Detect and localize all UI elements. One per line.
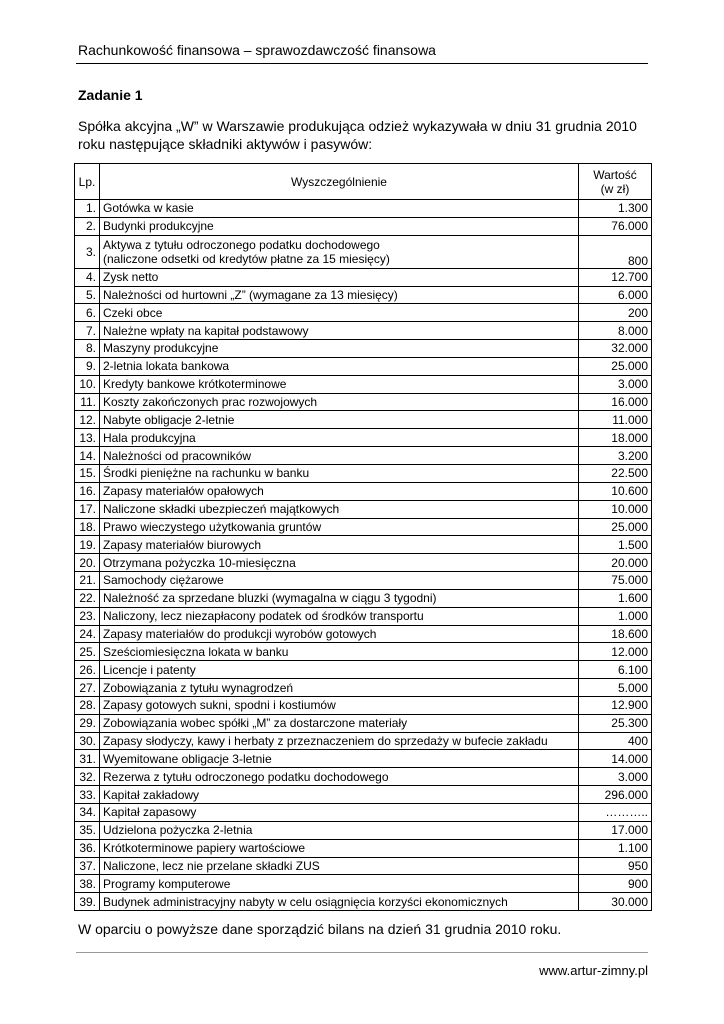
row-lp: 35. bbox=[75, 821, 100, 839]
task-title: Zadanie 1 bbox=[78, 87, 143, 103]
row-description: Sześciomiesięczna lokata w banku bbox=[100, 643, 579, 661]
row-lp: 9. bbox=[75, 357, 100, 375]
row-description: Zapasy materiałów biurowych bbox=[100, 536, 579, 554]
row-value: 1.600 bbox=[579, 589, 652, 607]
row-value: 3.000 bbox=[579, 375, 652, 393]
row-description bbox=[100, 235, 579, 268]
row-description: Należność za sprzedane bluzki (wymagalna w ciągu 3 tygodni) bbox=[100, 589, 579, 607]
row-lp: 11. bbox=[75, 393, 100, 411]
row-lp: 8. bbox=[75, 340, 100, 358]
row-description: Kapitał zapasowy bbox=[100, 804, 579, 822]
row-description: 2-letnia lokata bankowa bbox=[100, 357, 579, 375]
row-value: 12.700 bbox=[579, 268, 652, 286]
row-value: 12.000 bbox=[579, 643, 652, 661]
table-row bbox=[75, 839, 652, 857]
footer-divider bbox=[76, 952, 648, 953]
row-value: 25.000 bbox=[579, 518, 652, 536]
task-instruction: W oparciu o powyższe dane sporządzić bilans na dzień 31 grudnia 2010 roku. bbox=[78, 921, 562, 937]
table-row bbox=[75, 304, 652, 322]
table-row bbox=[75, 429, 652, 447]
table-row bbox=[75, 482, 652, 500]
row-value: 1.500 bbox=[579, 536, 652, 554]
table-row bbox=[75, 714, 652, 732]
row-lp: 4. bbox=[75, 268, 100, 286]
header-lp: Lp. bbox=[75, 164, 100, 200]
row-value: 400 bbox=[579, 732, 652, 750]
table-row bbox=[75, 696, 652, 714]
footer-url: www.artur-zimny.pl bbox=[539, 963, 648, 978]
table-row bbox=[75, 750, 652, 768]
table-row bbox=[75, 286, 652, 304]
table-row bbox=[75, 572, 652, 590]
table-row bbox=[75, 268, 652, 286]
row-value: 6.100 bbox=[579, 661, 652, 679]
row-lp: 32. bbox=[75, 768, 100, 786]
row-value: 14.000 bbox=[579, 750, 652, 768]
row-description: Koszty zakończonych prac rozwojowych bbox=[100, 393, 579, 411]
table-row bbox=[75, 875, 652, 893]
row-lp: 18. bbox=[75, 518, 100, 536]
row-lp: 30. bbox=[75, 732, 100, 750]
row-description: Zapasy materiałów opałowych bbox=[100, 482, 579, 500]
row-description: Budynek administracyjny nabyty w celu osiągnięcia korzyści ekonomicznych bbox=[100, 893, 579, 911]
table-row bbox=[75, 235, 652, 268]
row-description: Programy komputerowe bbox=[100, 875, 579, 893]
table-row bbox=[75, 679, 652, 697]
items-table bbox=[74, 163, 652, 911]
page-header: Rachunkowość finansowa – sprawozdawczość finansowa bbox=[78, 42, 436, 58]
table-row bbox=[75, 464, 652, 482]
row-description: Czeki obce bbox=[100, 304, 579, 322]
row-lp: 38. bbox=[75, 875, 100, 893]
row-description-line2: (naliczone odsetki od kredytów płatne za 15 miesięcy) bbox=[103, 251, 390, 266]
row-value: 11.000 bbox=[579, 411, 652, 429]
row-lp: 17. bbox=[75, 500, 100, 518]
row-lp: 27. bbox=[75, 679, 100, 697]
row-value: 76.000 bbox=[579, 217, 652, 235]
table-row bbox=[75, 217, 652, 235]
row-description: Należne wpłaty na kapitał podstawowy bbox=[100, 322, 579, 340]
row-lp: 1. bbox=[75, 200, 100, 218]
table-row bbox=[75, 357, 652, 375]
table-row bbox=[75, 375, 652, 393]
table-row bbox=[75, 554, 652, 572]
row-lp: 29. bbox=[75, 714, 100, 732]
row-lp: 31. bbox=[75, 750, 100, 768]
row-lp: 24. bbox=[75, 625, 100, 643]
header-value bbox=[579, 164, 652, 200]
row-value: 18.600 bbox=[579, 625, 652, 643]
row-description: Hala produkcyjna bbox=[100, 429, 579, 447]
row-description: Krótkoterminowe papiery wartościowe bbox=[100, 839, 579, 857]
header-value-line2: (w zł) bbox=[600, 181, 630, 196]
row-lp: 7. bbox=[75, 322, 100, 340]
row-description: Zobowiązania z tytułu wynagrodzeń bbox=[100, 679, 579, 697]
table-row bbox=[75, 411, 652, 429]
row-lp: 33. bbox=[75, 786, 100, 804]
row-description: Naliczony, lecz niezapłacony podatek od środków transportu bbox=[100, 607, 579, 625]
row-description: Kapitał zakładowy bbox=[100, 786, 579, 804]
table-row bbox=[75, 518, 652, 536]
row-value: 10.600 bbox=[579, 482, 652, 500]
table-row bbox=[75, 786, 652, 804]
row-description: Udzielona pożyczka 2-letnia bbox=[100, 821, 579, 839]
table-row bbox=[75, 447, 652, 465]
table-row bbox=[75, 340, 652, 358]
row-value: 22.500 bbox=[579, 464, 652, 482]
table-row bbox=[75, 768, 652, 786]
header-description: Wyszczególnienie bbox=[100, 164, 579, 200]
row-value: 30.000 bbox=[579, 893, 652, 911]
row-description: Zapasy gotowych sukni, spodni i kostiumów bbox=[100, 696, 579, 714]
row-description: Zapasy materiałów do produkcji wyrobów gotowych bbox=[100, 625, 579, 643]
table-row bbox=[75, 500, 652, 518]
row-lp: 6. bbox=[75, 304, 100, 322]
row-lp: 20. bbox=[75, 554, 100, 572]
row-value: 18.000 bbox=[579, 429, 652, 447]
row-description: Licencje i patenty bbox=[100, 661, 579, 679]
row-description: Kredyty bankowe krótkoterminowe bbox=[100, 375, 579, 393]
row-description: Otrzymana pożyczka 10-miesięczna bbox=[100, 554, 579, 572]
row-description: Naliczone, lecz nie przelane składki ZUS bbox=[100, 857, 579, 875]
row-value: 5.000 bbox=[579, 679, 652, 697]
row-value: 17.000 bbox=[579, 821, 652, 839]
row-description: Rezerwa z tytułu odroczonego podatku dochodowego bbox=[100, 768, 579, 786]
table-row bbox=[75, 589, 652, 607]
row-description: Samochody ciężarowe bbox=[100, 572, 579, 590]
row-description: Maszyny produkcyjne bbox=[100, 340, 579, 358]
row-value: 32.000 bbox=[579, 340, 652, 358]
row-lp: 10. bbox=[75, 375, 100, 393]
row-description-line1: Aktywa z tytułu odroczonego podatku dochodowego bbox=[103, 237, 380, 252]
row-lp: 28. bbox=[75, 696, 100, 714]
row-lp: 19. bbox=[75, 536, 100, 554]
table-row bbox=[75, 643, 652, 661]
row-value: 1.000 bbox=[579, 607, 652, 625]
row-lp: 39. bbox=[75, 893, 100, 911]
row-value: 1.100 bbox=[579, 839, 652, 857]
row-lp: 13. bbox=[75, 429, 100, 447]
row-value: 950 bbox=[579, 857, 652, 875]
table-header-row bbox=[75, 164, 652, 200]
table-row bbox=[75, 393, 652, 411]
row-lp: 36. bbox=[75, 839, 100, 857]
table-row bbox=[75, 661, 652, 679]
row-value: 12.900 bbox=[579, 696, 652, 714]
row-value: 296.000 bbox=[579, 786, 652, 804]
row-value: 800 bbox=[579, 235, 652, 268]
table-row bbox=[75, 625, 652, 643]
row-description: Zapasy słodyczy, kawy i herbaty z przeznaczeniem do sprzedaży w bufecie zakładu bbox=[100, 732, 579, 750]
row-lp: 21. bbox=[75, 572, 100, 590]
row-lp: 22. bbox=[75, 589, 100, 607]
header-value-line1: Wartość bbox=[593, 167, 637, 182]
row-description: Wyemitowane obligacje 3-letnie bbox=[100, 750, 579, 768]
row-lp: 37. bbox=[75, 857, 100, 875]
row-value: 3.200 bbox=[579, 447, 652, 465]
row-lp: 26. bbox=[75, 661, 100, 679]
header-divider bbox=[76, 63, 648, 64]
row-value: 900 bbox=[579, 875, 652, 893]
table-row bbox=[75, 607, 652, 625]
row-description: Gotówka w kasie bbox=[100, 200, 579, 218]
row-lp: 16. bbox=[75, 482, 100, 500]
row-value: 3.000 bbox=[579, 768, 652, 786]
row-description: Należności od hurtowni „Z” (wymagane za 13 miesięcy) bbox=[100, 286, 579, 304]
task-intro: Spółka akcyjna „W” w Warszawie produkująca odzież wykazywała w dniu 31 grudnia 2010 roku następujące składniki aktywów i pasywów: bbox=[78, 118, 637, 152]
row-description: Należności od pracowników bbox=[100, 447, 579, 465]
row-description: Zobowiązania wobec spółki „M” za dostarczone materiały bbox=[100, 714, 579, 732]
row-value: 16.000 bbox=[579, 393, 652, 411]
row-value: 75.000 bbox=[579, 572, 652, 590]
table-row bbox=[75, 857, 652, 875]
row-value: 10.000 bbox=[579, 500, 652, 518]
row-lp: 3. bbox=[75, 235, 100, 268]
row-description: Naliczone składki ubezpieczeń majątkowych bbox=[100, 500, 579, 518]
row-description: Środki pieniężne na rachunku w banku bbox=[100, 464, 579, 482]
table-row bbox=[75, 322, 652, 340]
row-value: 25.300 bbox=[579, 714, 652, 732]
row-description: Nabyte obligacje 2-letnie bbox=[100, 411, 579, 429]
table-row bbox=[75, 804, 652, 822]
table-row bbox=[75, 893, 652, 911]
row-value: 200 bbox=[579, 304, 652, 322]
row-description: Zysk netto bbox=[100, 268, 579, 286]
row-value: 25.000 bbox=[579, 357, 652, 375]
row-value: ……….. bbox=[579, 804, 652, 822]
table-row bbox=[75, 821, 652, 839]
row-description: Prawo wieczystego użytkowania gruntów bbox=[100, 518, 579, 536]
row-lp: 34. bbox=[75, 804, 100, 822]
row-value: 6.000 bbox=[579, 286, 652, 304]
row-value: 20.000 bbox=[579, 554, 652, 572]
row-description: Budynki produkcyjne bbox=[100, 217, 579, 235]
table-row bbox=[75, 536, 652, 554]
row-lp: 14. bbox=[75, 447, 100, 465]
row-lp: 12. bbox=[75, 411, 100, 429]
row-lp: 15. bbox=[75, 464, 100, 482]
row-lp: 23. bbox=[75, 607, 100, 625]
row-lp: 5. bbox=[75, 286, 100, 304]
row-value: 1.300 bbox=[579, 200, 652, 218]
table-row bbox=[75, 732, 652, 750]
row-lp: 25. bbox=[75, 643, 100, 661]
table-row bbox=[75, 200, 652, 218]
row-value: 8.000 bbox=[579, 322, 652, 340]
row-lp: 2. bbox=[75, 217, 100, 235]
